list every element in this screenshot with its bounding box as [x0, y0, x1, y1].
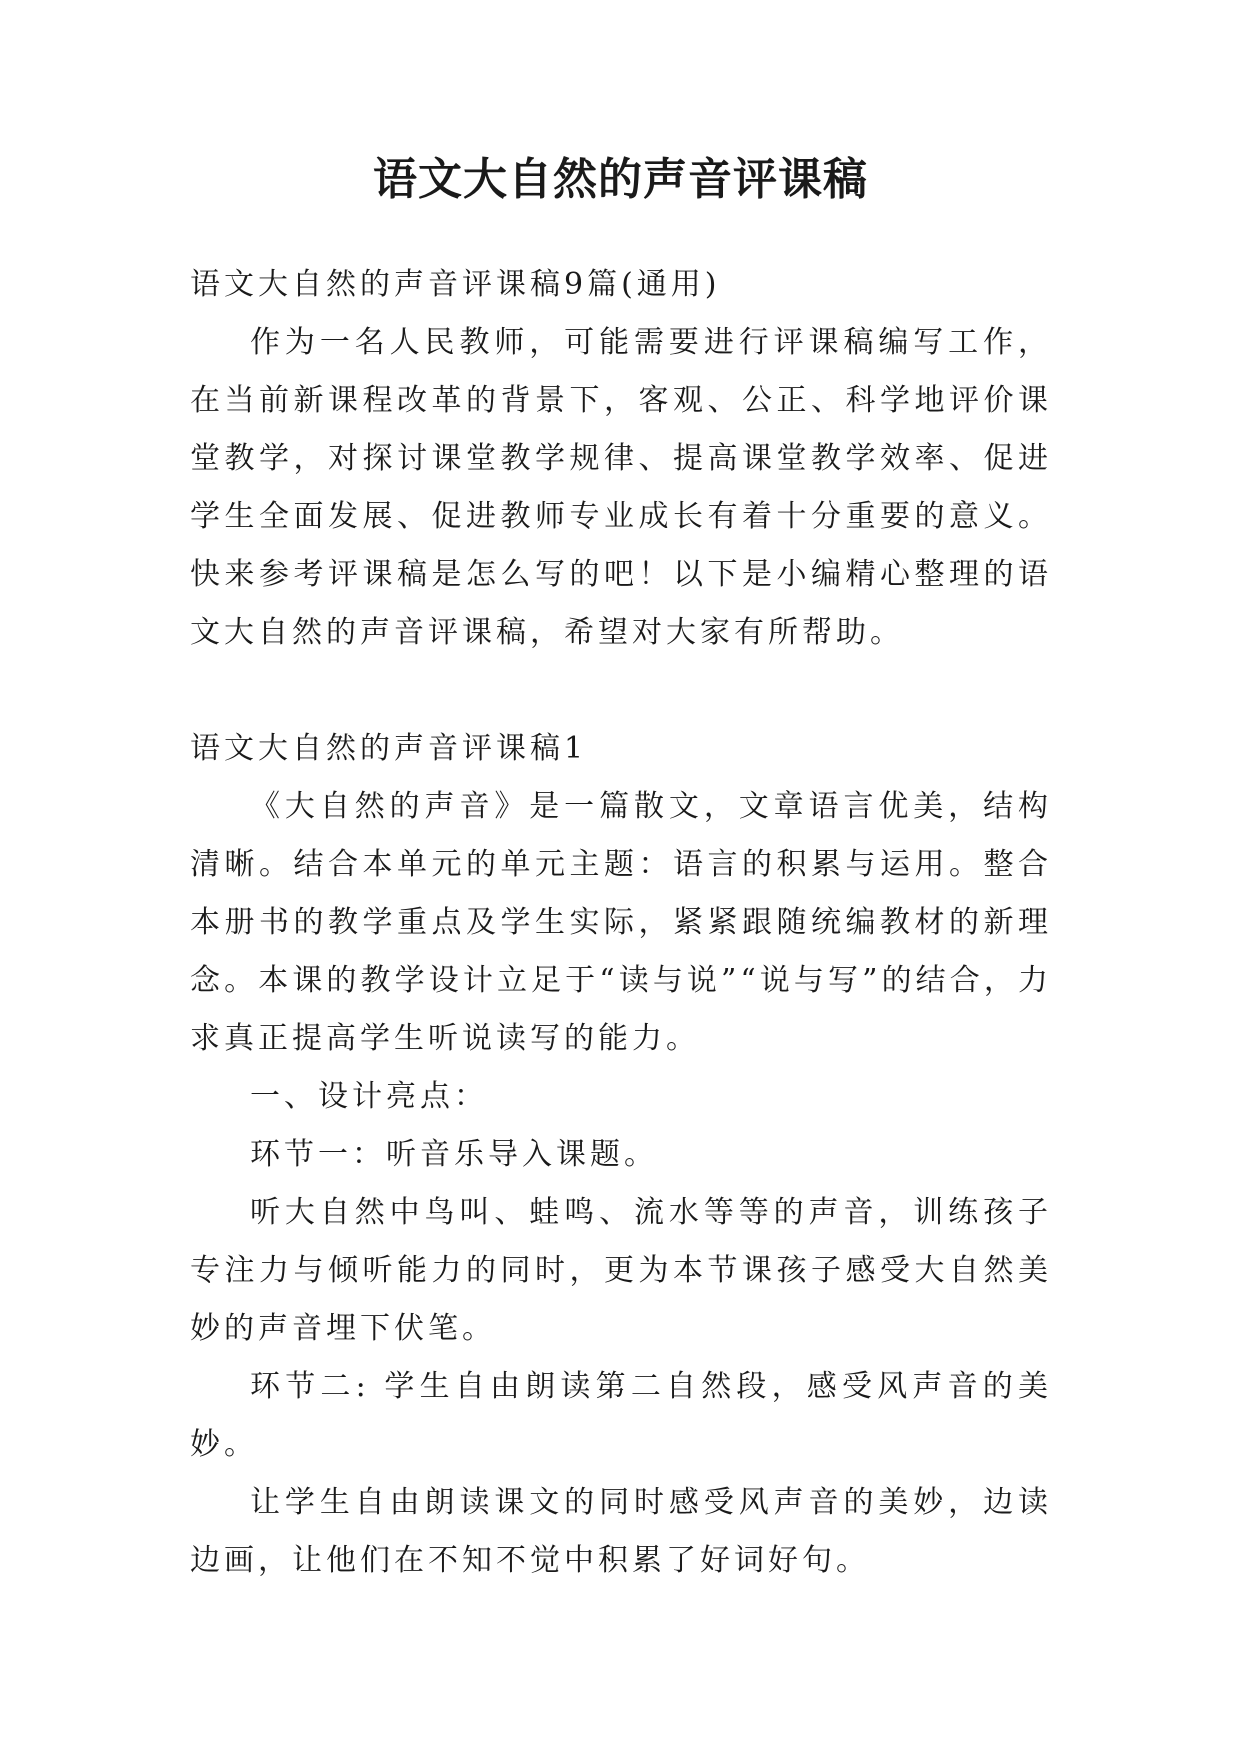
section-heading: 语文大自然的声音评课稿1 — [190, 731, 588, 766]
paragraph: 听大自然中鸟叫、蛙鸣、流水等等的声音，训练孩子专注力与倾听能力的同时，更为本节课孩子感受大自然美妙的声音埋下伏笔。 — [190, 1195, 1052, 1346]
section-spacer — [190, 662, 1052, 720]
intro-paragraph: 作为一名人民教师，可能需要进行评课稿编写工作，在当前新课程改革的背景下，客观、公正、科学地评价课堂教学，对探讨课堂教学规律、提高课堂教学效率、促进学生全面发展、促进教师专业成长有着十分重要的意义。快来参考评课稿是怎么写的吧！以下是小编精心整理的语文大自然的声音评课稿，希望对大家有所帮助。 — [190, 325, 1052, 650]
paragraph: 环节二: 学生自由朗读第二自然段，感受风声音的美妙。 — [190, 1369, 1052, 1462]
document-title: 语文大自然的声音评课稿 — [373, 154, 868, 205]
paragraph: 一、设计亮点： — [250, 1079, 488, 1114]
document-body — [190, 256, 1052, 1590]
paragraph: 环节一：听音乐导入课题。 — [250, 1137, 658, 1172]
paragraph: 《大自然的声音》是一篇散文，文章语言优美，结构清晰。结合本单元的单元主题：语言的积累与运用。整合本册书的教学重点及学生实际，紧紧跟随统编教材的新理念。本课的教学设计立足于“读与说”“说与写”的结合，力求真正提高学生听说读写的能力。 — [190, 789, 1052, 1056]
document-subtitle: 语文大自然的声音评课稿9篇(通用) — [190, 267, 721, 302]
paragraph: 让学生自由朗读课文的同时感受风声音的美妙，边读边画，让他们在不知不觉中积累了好词好句。 — [190, 1485, 1052, 1578]
